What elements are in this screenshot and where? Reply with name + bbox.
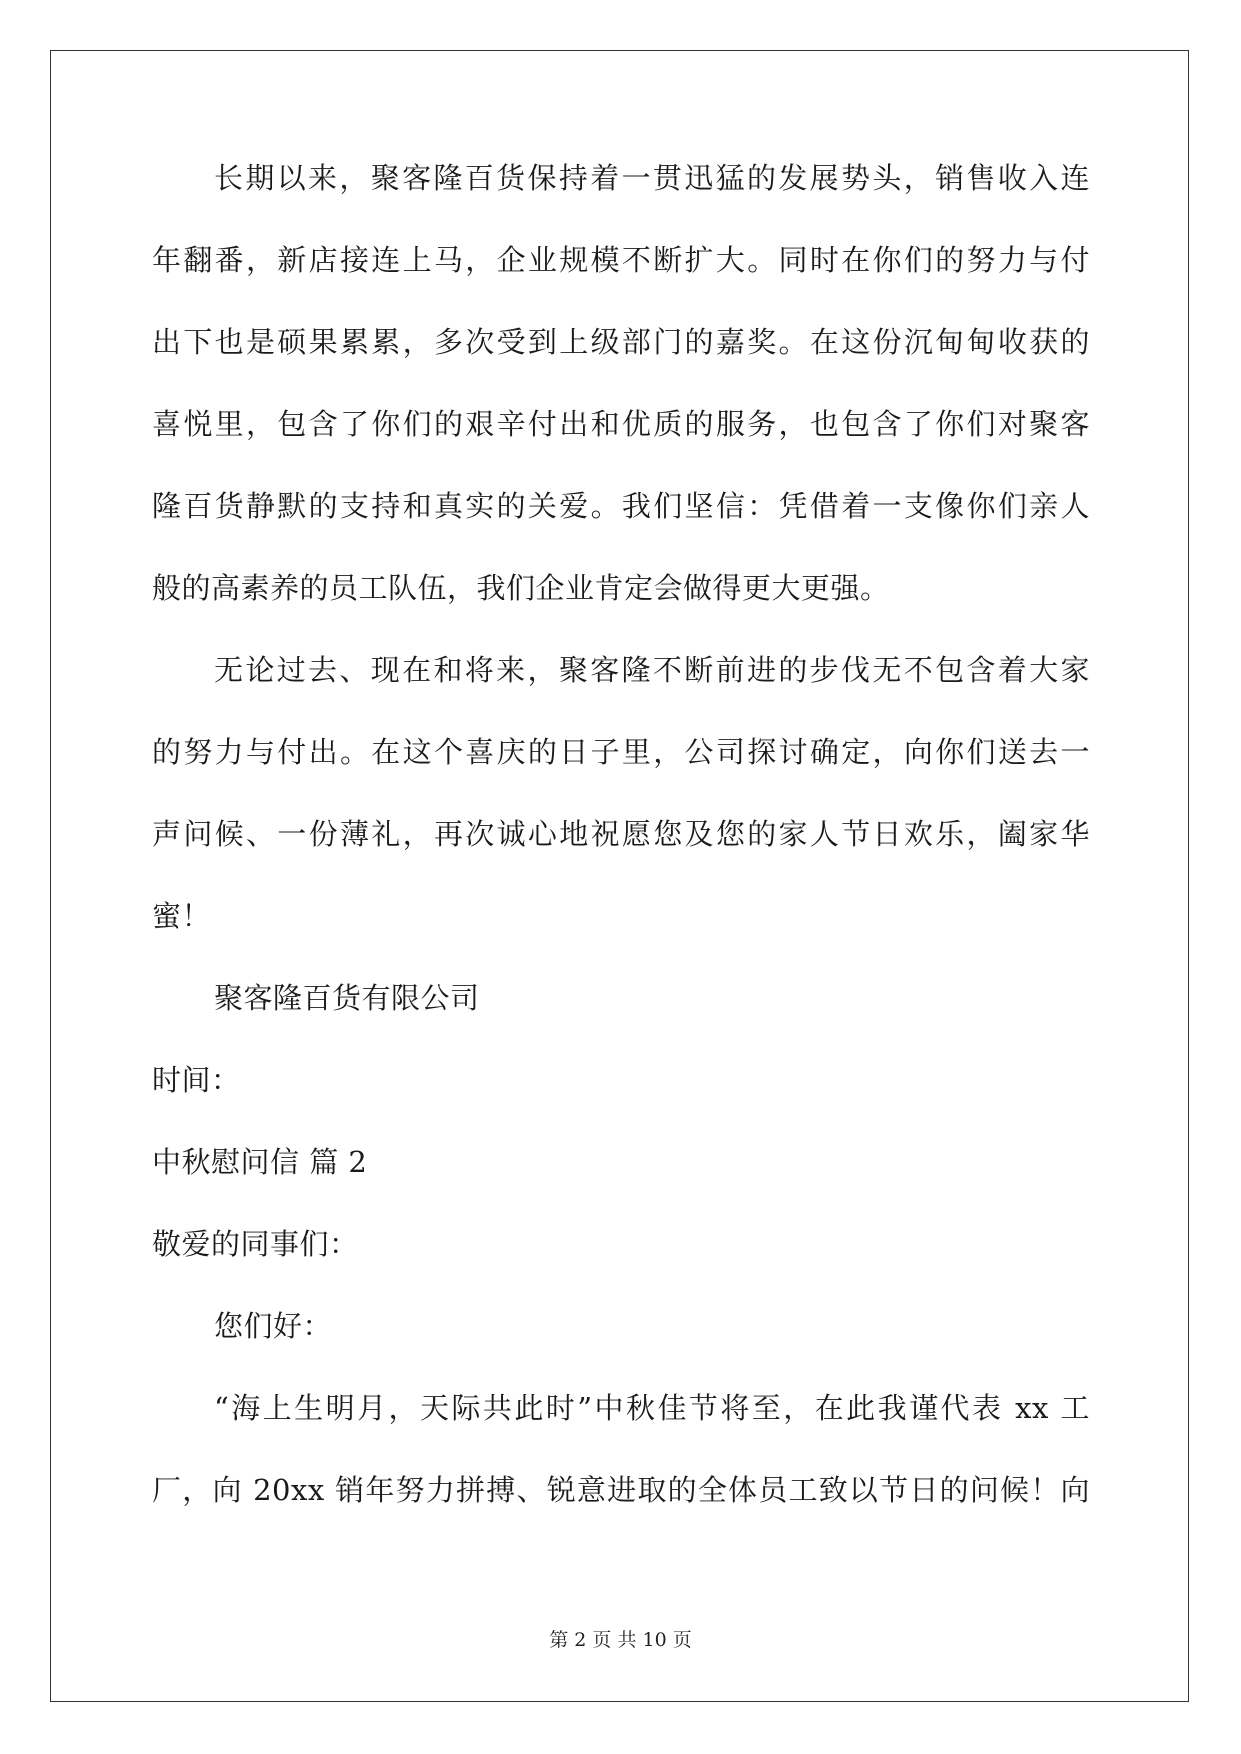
paragraph-1-line-3: 出下也是硕果累累，多次受到上级部门的嘉奖。在这份沉甸甸收获的 xyxy=(152,325,1090,359)
paragraph-1-line-4: 喜悦里，包含了你们的艰辛付出和优质的服务，也包含了你们对聚客 xyxy=(152,407,1090,441)
paragraph-3-line-1: “海上生明月，天际共此时”中秋佳节将至，在此我谨代表 xx 工 xyxy=(214,1391,1090,1425)
paragraph-2-line-1: 无论过去、现在和将来，聚客隆不断前进的步伐无不包含着大家 xyxy=(214,653,1090,687)
paragraph-2-line-2: 的努力与付出。在这个喜庆的日子里，公司探讨确定，向你们送去一 xyxy=(152,735,1090,769)
paragraph-2-line-4: 蜜！ xyxy=(152,899,212,933)
paragraph-3-line-2: 厂，向 20xx 销年努力拼搏、锐意进取的全体员工致以节日的问候！向 xyxy=(152,1473,1090,1507)
salutation: 敬爱的同事们： xyxy=(152,1227,359,1261)
signature-time: 时间： xyxy=(152,1063,241,1097)
paragraph-1-line-5: 隆百货静默的支持和真实的关爱。我们坚信：凭借着一支像你们亲人 xyxy=(152,489,1090,523)
paragraph-1-line-6: 般的高素养的员工队伍，我们企业肯定会做得更大更强。 xyxy=(152,571,890,605)
section-heading: 中秋慰问信 篇 2 xyxy=(152,1145,368,1179)
page-border xyxy=(50,50,1189,1702)
paragraph-1-line-1: 长期以来，聚客隆百货保持着一贯迅猛的发展势头，销售收入连 xyxy=(214,161,1090,195)
signature-company: 聚客隆百货有限公司 xyxy=(214,981,480,1015)
greeting: 您们好： xyxy=(214,1309,333,1343)
paragraph-1-line-2: 年翻番，新店接连上马，企业规模不断扩大。同时在你们的努力与付 xyxy=(152,243,1090,277)
page-number-footer: 第 2 页 共 10 页 xyxy=(549,1629,692,1651)
paragraph-2-line-3: 声问候、一份薄礼，再次诚心地祝愿您及您的家人节日欢乐，阖家华 xyxy=(152,817,1090,851)
